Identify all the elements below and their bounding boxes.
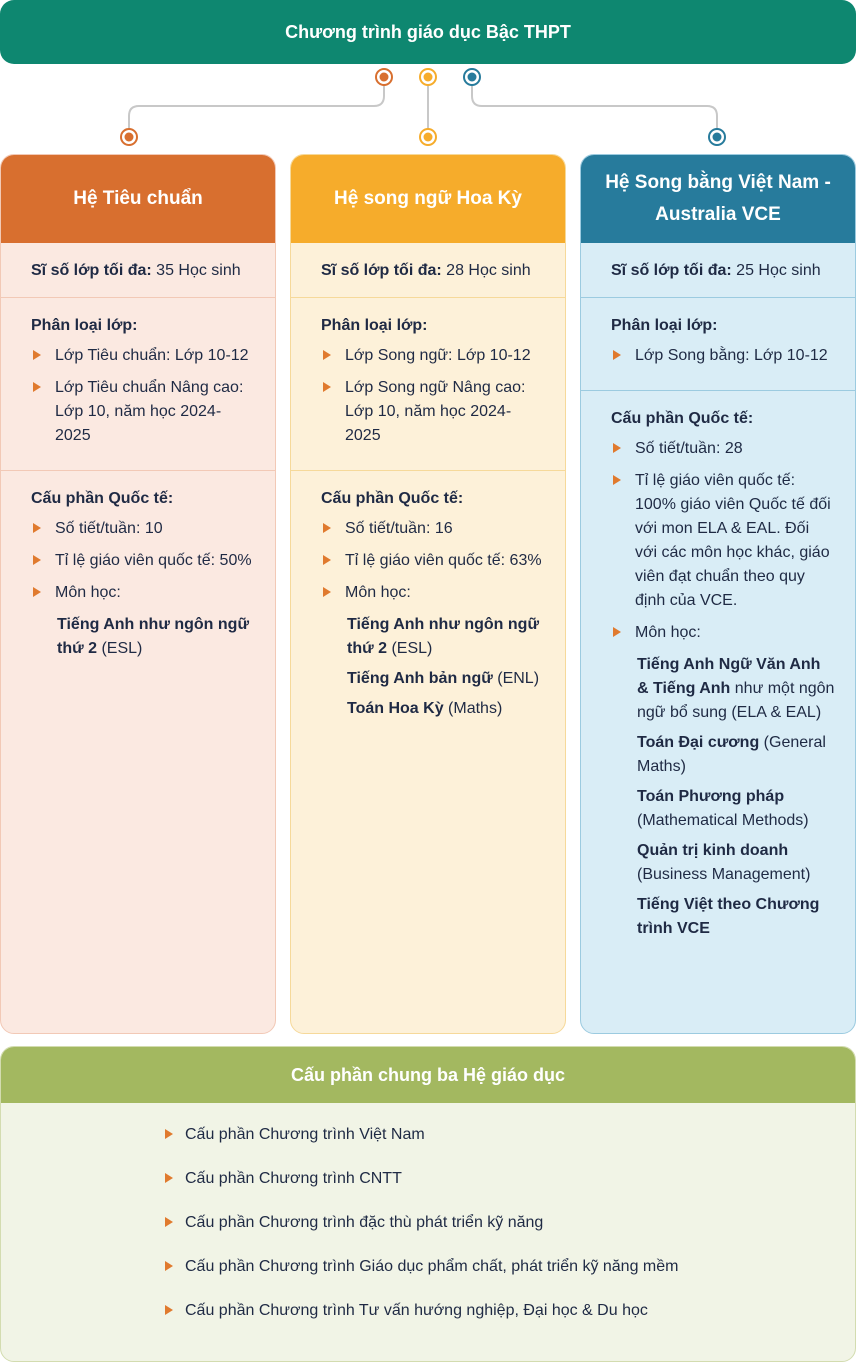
list-item: Cấu phần Chương trình Giáo dục phẩm chất, phát triển kỹ năng mềm — [163, 1255, 855, 1299]
class-size-label: Sĩ số lớp tối đa: — [31, 262, 152, 279]
subject-item: Quản trị kinh doanh (Business Management) — [637, 842, 811, 883]
class-type-section — [1, 298, 275, 471]
node-dot-top-2 — [420, 69, 436, 85]
list-item: Lớp Song bằng: Lớp 10-12 — [611, 344, 835, 368]
arrow-icon — [613, 627, 621, 637]
list-item: Môn học: — [31, 581, 255, 605]
connector-left — [129, 77, 384, 137]
list-item: Lớp Song ngữ: Lớp 10-12 — [321, 344, 545, 368]
common-components-title: Cấu phần chung ba Hệ giáo dục — [1, 1047, 855, 1103]
class-type-title: Phân loại lớp: — [31, 317, 138, 334]
class-size-label: Sĩ số lớp tối đa: — [611, 262, 732, 279]
column-title: Hệ Song bằng Việt Nam - Australia VCE — [581, 155, 855, 243]
list-item: Cấu phần Chương trình đặc thù phát triển kỹ năng — [163, 1211, 855, 1255]
arrow-icon — [33, 587, 41, 597]
subject-item: Tiếng Việt theo Chương trình VCE — [637, 896, 820, 937]
arrow-icon — [323, 523, 331, 533]
list-item: Môn học: — [611, 621, 835, 645]
connector-right — [472, 77, 717, 137]
subject-list — [31, 613, 255, 661]
list-item: Cấu phần Chương trình Tư vấn hướng nghiệp, Đại học & Du học — [163, 1299, 855, 1343]
node-dot-top-1 — [376, 69, 392, 85]
intl-section — [291, 471, 565, 741]
column-bilingual-us — [290, 154, 566, 1034]
list-item: Số tiết/tuần: 16 — [321, 517, 545, 541]
list-item: Tỉ lệ giáo viên quốc tế: 50% — [31, 549, 255, 573]
intl-title: Cấu phần Quốc tế: — [31, 490, 174, 507]
list-item: Lớp Tiêu chuẩn: Lớp 10-12 — [31, 344, 255, 368]
class-type-section — [581, 298, 855, 391]
common-components-panel — [0, 1046, 856, 1362]
arrow-icon — [323, 587, 331, 597]
list-item: Cấu phần Chương trình Việt Nam — [163, 1123, 855, 1167]
arrow-icon — [613, 443, 621, 453]
column-vce — [580, 154, 856, 1034]
arrow-icon — [33, 350, 41, 360]
class-size — [1, 243, 275, 298]
subject-item: Tiếng Anh như ngôn ngữ thứ 2 (ESL) — [347, 616, 540, 657]
class-size-value: 35 Học sinh — [151, 262, 241, 279]
list-item: Số tiết/tuần: 28 — [611, 437, 835, 461]
subject-list — [321, 613, 545, 721]
class-type-title: Phân loại lớp: — [321, 317, 428, 334]
intl-section — [581, 391, 855, 961]
list-item: Số tiết/tuần: 10 — [31, 517, 255, 541]
class-type-title: Phân loại lớp: — [611, 317, 718, 334]
intl-section — [1, 471, 275, 681]
subject-item: Tiếng Anh Ngữ Văn Anh & Tiếng Anh như một ngôn ngữ bổ sung (ELA & EAL) — [637, 656, 835, 721]
arrow-icon — [165, 1261, 173, 1271]
subject-item: Tiếng Anh bản ngữ (ENL) — [347, 670, 540, 687]
arrow-icon — [165, 1129, 173, 1139]
subject-list — [611, 653, 835, 941]
arrow-icon — [33, 555, 41, 565]
arrow-icon — [165, 1305, 173, 1315]
intl-title: Cấu phần Quốc tế: — [321, 490, 464, 507]
intl-title: Cấu phần Quốc tế: — [611, 410, 754, 427]
list-item: Tỉ lệ giáo viên quốc tế: 63% — [321, 549, 545, 573]
connector-lines — [0, 60, 856, 160]
column-title: Hệ song ngữ Hoa Kỳ — [291, 155, 565, 243]
list-item: Lớp Song ngữ Nâng cao: Lớp 10, năm học 2024-2025 — [321, 376, 545, 448]
arrow-icon — [165, 1217, 173, 1227]
list-item: Lớp Tiêu chuẩn Nâng cao: Lớp 10, năm học 2024-2025 — [31, 376, 255, 448]
node-dot-bottom-3 — [709, 129, 725, 145]
list-item: Môn học: — [321, 581, 545, 605]
subject-item: Tiếng Anh như ngôn ngữ thứ 2 (ESL) — [57, 616, 250, 657]
arrow-icon — [323, 382, 331, 392]
subject-item: Toán Phương pháp (Mathematical Methods) — [637, 788, 809, 829]
page-title: Chương trình giáo dục Bậc THPT — [0, 0, 856, 64]
class-size — [291, 243, 565, 298]
arrow-icon — [613, 350, 621, 360]
arrow-icon — [323, 555, 331, 565]
subject-item: Toán Đại cương (General Maths) — [637, 734, 826, 775]
list-item: Cấu phần Chương trình CNTT — [163, 1167, 855, 1211]
node-dot-bottom-1 — [121, 129, 137, 145]
class-type-section — [291, 298, 565, 471]
arrow-icon — [33, 523, 41, 533]
arrow-icon — [33, 382, 41, 392]
column-title: Hệ Tiêu chuẩn — [1, 155, 275, 243]
class-size-value: 25 Học sinh — [731, 262, 821, 279]
class-size-label: Sĩ số lớp tối đa: — [321, 262, 442, 279]
arrow-icon — [165, 1173, 173, 1183]
class-size-value: 28 Học sinh — [441, 262, 531, 279]
column-standard — [0, 154, 276, 1034]
arrow-icon — [323, 350, 331, 360]
subject-item: Toán Hoa Kỳ (Maths) — [347, 700, 503, 717]
list-item: Tỉ lệ giáo viên quốc tế: 100% giáo viên Quốc tế đối với mon ELA & EAL. Đối với các môn học khác, giáo viên đạt chuẩn theo quy định của VCE. — [611, 469, 835, 613]
node-dot-top-3 — [464, 69, 480, 85]
arrow-icon — [613, 475, 621, 485]
class-size — [581, 243, 855, 298]
node-dot-bottom-2 — [420, 129, 436, 145]
